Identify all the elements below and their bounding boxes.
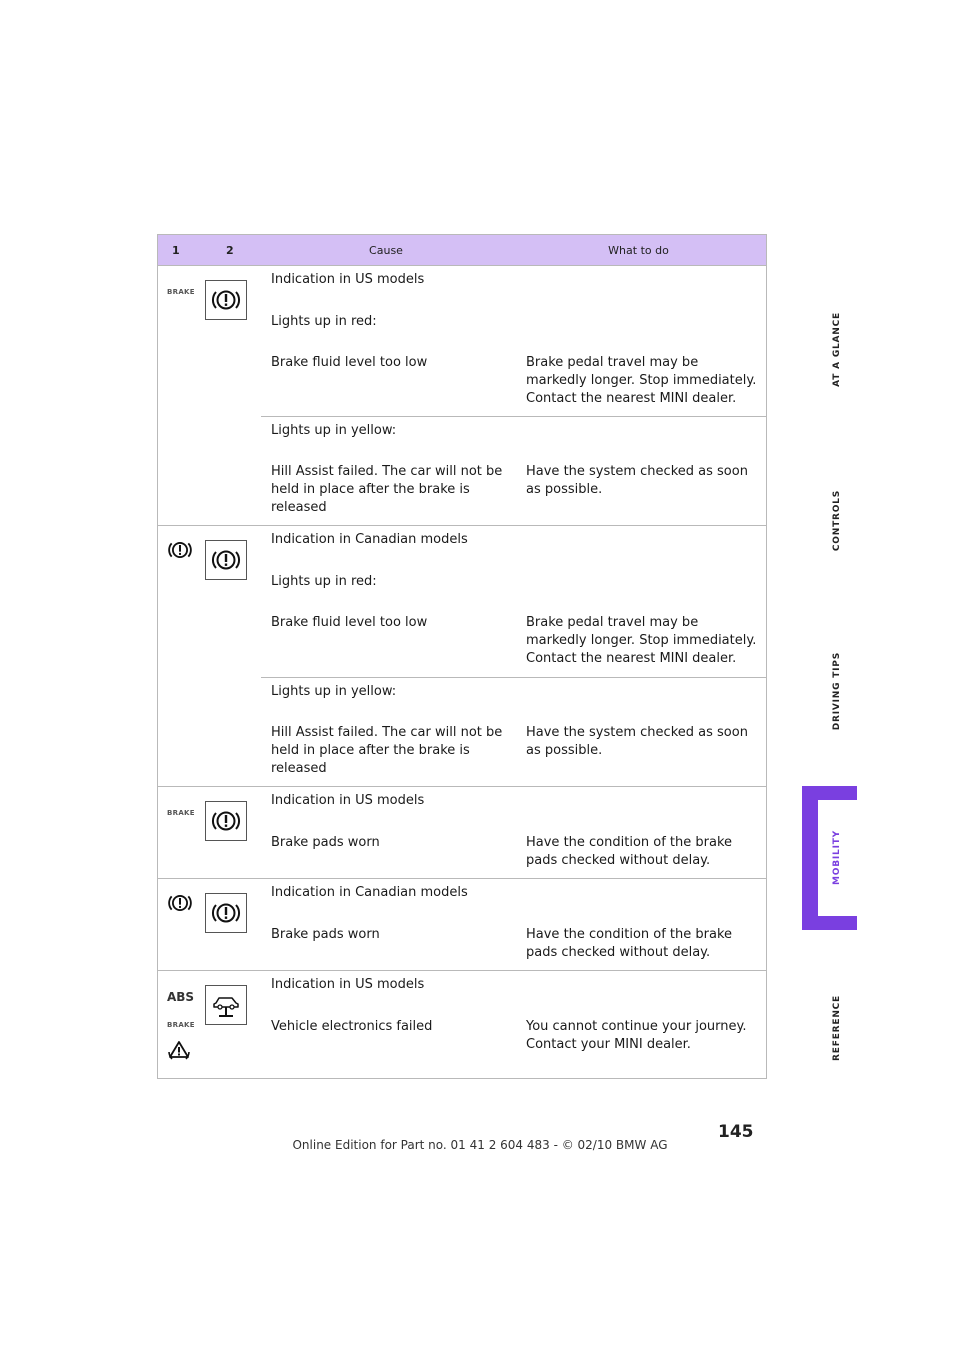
brake-warning-icon [205, 801, 247, 841]
table-row [158, 787, 766, 879]
red-label: Lights up in red: [271, 574, 377, 589]
page-number: 145 [718, 1122, 754, 1142]
brake-warning-icon [205, 280, 247, 320]
cause-text: Brake pads worn [271, 835, 380, 850]
yellow-label: Lights up in yellow: [271, 423, 397, 438]
table-row [158, 266, 766, 526]
region-label: Indication in US models [271, 977, 425, 992]
table-header [158, 234, 766, 266]
sidetab-driving-tips[interactable]: DRIVING TIPS [832, 652, 842, 731]
car-lift-icon [205, 985, 247, 1025]
cause-text: Brake pads worn [271, 927, 380, 942]
sidetab-at-a-glance[interactable]: AT A GLANCE [832, 312, 842, 387]
action-text: Have the system checked as soon as possible. [526, 725, 748, 758]
header-col-1: 1 [172, 243, 180, 257]
sidetab-mobility[interactable]: MOBILITY [832, 830, 842, 885]
footer-text: Online Edition for Part no. 01 41 2 604 483 - © 02/10 BMW AG [292, 1138, 668, 1152]
brake-text-icon: BRAKE [167, 809, 195, 817]
action-text: Have the condition of the brake pads checked without delay. [526, 927, 733, 960]
brake-text-icon: BRAKE [167, 288, 195, 296]
header-what-to-do: What to do [608, 243, 669, 257]
region-label: Indication in Canadian models [271, 885, 468, 900]
region-label: Indication in Canadian models [271, 532, 468, 547]
warning-lights-table [157, 234, 767, 1079]
table-row [158, 971, 766, 1078]
region-label: Indication in US models [271, 272, 425, 287]
brake-warning-icon [205, 893, 247, 933]
action-text: Have the condition of the brake pads checked without delay. [526, 835, 733, 868]
brake-warning-icon [205, 540, 247, 580]
action-text: Brake pedal travel may be markedly longer. Stop immediately. Contact the nearest MINI dealer. [526, 615, 757, 666]
brake-text-icon: BRAKE [167, 1021, 195, 1029]
triangle-warning-icon [167, 1039, 191, 1065]
header-col-2: 2 [226, 243, 234, 257]
action-text: You cannot continue your journey. Contact your MINI dealer. [526, 1019, 747, 1052]
table-row [158, 879, 766, 971]
sidetab-reference[interactable]: REFERENCE [832, 995, 842, 1061]
brake-warning-small-icon [167, 893, 193, 917]
brake-warning-small-icon [167, 540, 193, 564]
red-label: Lights up in red: [271, 314, 377, 329]
cause-text: Hill Assist failed. The car will not be held in place after the brake is released [271, 725, 503, 776]
action-text: Brake pedal travel may be markedly longer. Stop immediately. Contact the nearest MINI dealer. [526, 355, 757, 406]
cause-text: Brake fluid level too low [271, 355, 428, 370]
yellow-label: Lights up in yellow: [271, 684, 397, 699]
table-row [158, 526, 766, 787]
header-cause: Cause [369, 243, 403, 257]
abs-text-icon: ABS [167, 990, 195, 1004]
cause-text: Vehicle electronics failed [271, 1019, 433, 1034]
cause-text: Brake fluid level too low [271, 615, 428, 630]
region-label: Indication in US models [271, 793, 425, 808]
sidetab-controls[interactable]: CONTROLS [832, 490, 842, 552]
action-text: Have the system checked as soon as possible. [526, 464, 748, 497]
cause-text: Hill Assist failed. The car will not be held in place after the brake is released [271, 464, 503, 515]
